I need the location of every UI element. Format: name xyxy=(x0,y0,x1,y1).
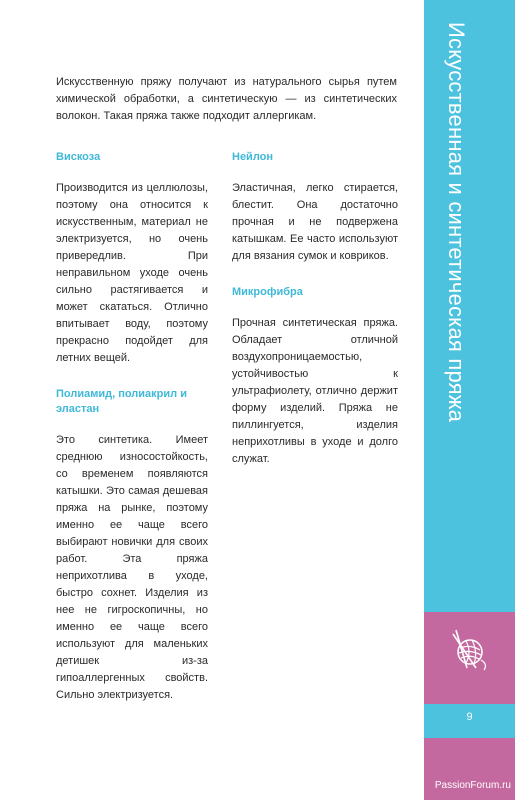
chapter-sidebar xyxy=(424,0,515,800)
section-heading: Микрофибра xyxy=(232,286,303,298)
section-text: Прочная синтетическая пряжа. Обладает отличной воздухопроницаемостью, устойчивостью к ультрафиолету, отлично держит форму изделий. Пряжа не пиллингуется, изделия неприхотливы в уходе и долго служат. xyxy=(232,317,398,465)
section-text: Это синтетика. Имеет среднюю износостойкость, со временем появляются катышки. Это самая дешевая пряжа на рынке, поэтому именно ее чаще всего выбирают новички для своих работ. Эта пряжа неприхотлива в уходе, быстро сохнет. Изделия из нее не гигроскопичны, но именно ее чаще всего используют для маленьких детишек из-за гипоаллергенных свойств. Сильно электризуется. xyxy=(56,434,208,701)
yarn-ball-icon xyxy=(448,628,492,672)
section-text: Эластичная, легко стирается, блестит. Она достаточно прочная и не подвержена катышкам. Ее часто используют для вязания сумок и ковриков. xyxy=(232,182,398,262)
watermark: PassionForum.ru xyxy=(434,780,511,791)
section-nylon xyxy=(232,150,398,265)
section-heading: Нейлон xyxy=(232,151,274,163)
sidebar-icon-band xyxy=(424,612,515,704)
page-number: 9 xyxy=(466,711,473,723)
chapter-title: Искусственная и синтетическая пряжа xyxy=(444,22,469,423)
right-column xyxy=(232,140,398,488)
section-microfiber xyxy=(232,285,398,468)
sidebar-title-band xyxy=(424,0,515,612)
left-column xyxy=(56,140,208,724)
intro-paragraph: Искусственную пряжу получают из натурального сырья путем химической обработки, а синтетическую — из синтетических волокон. Такая пряжа также подходит аллергикам. xyxy=(56,76,397,122)
section-text: Производится из целлюлозы, поэтому она относится к искусственным, материал не электризуется, но очень привередлив. При неправильном уходе очень сильно растягивается и может скататься. Отлично впитывает воду, поэтому прекрасно подойдет для летних вещей. xyxy=(56,182,208,364)
section-heading: Вискоза xyxy=(56,151,101,163)
section-heading: Полиамид, полиакрил и эластан xyxy=(56,388,187,415)
section-polyamide xyxy=(56,387,208,704)
section-viscose xyxy=(56,150,208,367)
